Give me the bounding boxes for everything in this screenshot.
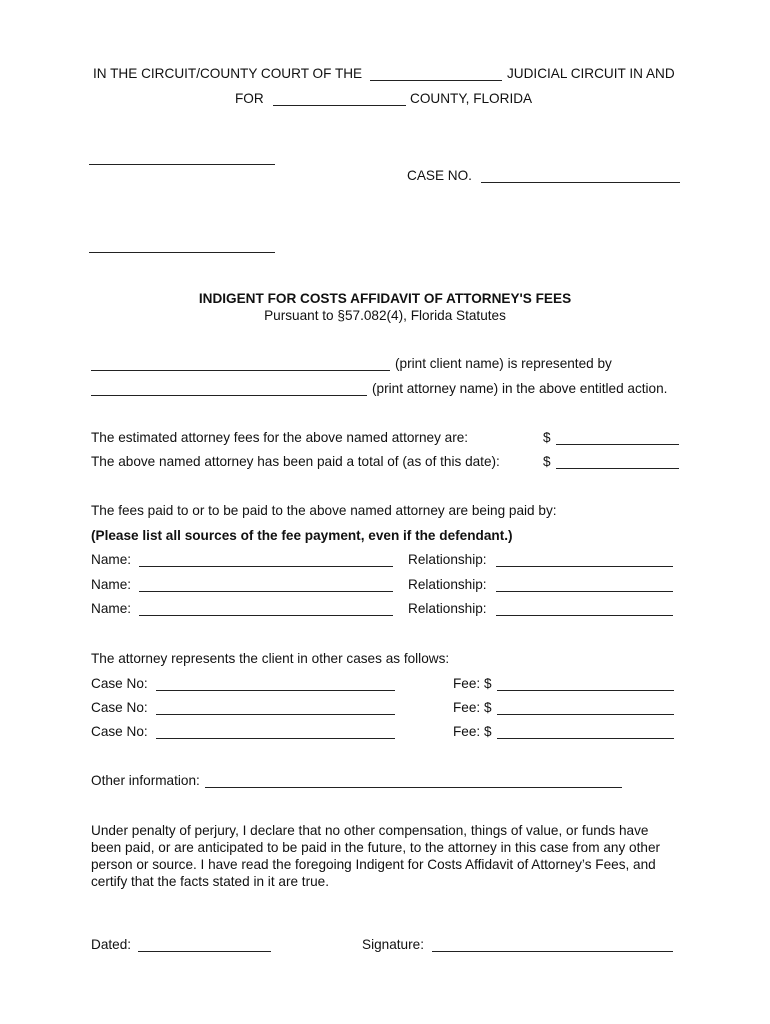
source-relationship-field[interactable]: [496, 566, 673, 567]
perjury-declaration: Under penalty of perjury, I declare that no other compensation, things of value, or funds have been paid, or are anticipated to be paid in the future, to the attorney in this case from any other person or source. I have read the foregoing Indigent for Costs Affidavit of Attorney’s Fees, and certify that the facts stated in it are true.: [91, 823, 661, 889]
court-header-prefix: IN THE CIRCUIT/COUNTY COURT OF THE: [93, 66, 363, 81]
form-subtitle: Pursuant to §57.082(4), Florida Statutes: [264, 308, 506, 323]
case-number-label: CASE NO.: [407, 168, 472, 183]
attorney-name-field[interactable]: [91, 395, 367, 396]
other-info-field[interactable]: [205, 787, 622, 788]
other-case-fee-label: Fee: $: [453, 724, 492, 739]
signature-label: Signature:: [362, 937, 424, 952]
sources-intro: The fees paid to or to be paid to the above named attorney are being paid by:: [91, 503, 557, 518]
other-case-label: Case No:: [91, 700, 148, 715]
other-case-label: Case No:: [91, 724, 148, 739]
source-relationship-field[interactable]: [496, 615, 673, 616]
circuit-number-field[interactable]: [370, 80, 502, 81]
case-number-field[interactable]: [481, 182, 680, 183]
source-relationship-label: Relationship:: [408, 601, 487, 616]
paid-fees-currency: $: [543, 454, 551, 469]
estimated-fees-field[interactable]: [556, 444, 679, 445]
source-name-label: Name:: [91, 577, 132, 592]
other-cases-intro: The attorney represents the client in other cases as follows:: [91, 651, 450, 666]
source-name-field[interactable]: [139, 566, 393, 567]
source-relationship-label: Relationship:: [408, 552, 487, 567]
plaintiff-field[interactable]: [89, 164, 275, 165]
other-case-fee-label: Fee: $: [453, 700, 492, 715]
other-case-fee-field[interactable]: [497, 714, 674, 715]
other-case-field[interactable]: [156, 738, 395, 739]
sources-note: (Please list all sources of the fee payment, even if the defendant.): [91, 528, 513, 543]
client-name-label: (print client name) is represented by: [395, 356, 612, 371]
form-title: INDIGENT FOR COSTS AFFIDAVIT OF ATTORNEY'S FEES: [198, 291, 572, 306]
source-name-field[interactable]: [139, 615, 393, 616]
paid-fees-field[interactable]: [556, 468, 679, 469]
source-name-label: Name:: [91, 601, 132, 616]
source-name-label: Name:: [91, 552, 132, 567]
attorney-name-label: (print attorney name) in the above entitled action.: [372, 381, 668, 396]
defendant-field[interactable]: [89, 252, 275, 253]
source-name-field[interactable]: [139, 591, 393, 592]
other-case-fee-label: Fee: $: [453, 676, 492, 691]
county-name-field[interactable]: [273, 105, 406, 106]
estimated-fees-label: The estimated attorney fees for the above named attorney are:: [91, 430, 469, 445]
paid-fees-label: The above named attorney has been paid a total of (as of this date):: [91, 454, 500, 469]
source-relationship-field[interactable]: [496, 591, 673, 592]
other-case-field[interactable]: [156, 714, 395, 715]
dated-label: Dated:: [91, 937, 132, 952]
estimated-fees-currency: $: [543, 430, 551, 445]
date-field[interactable]: [138, 951, 271, 952]
other-case-field[interactable]: [156, 690, 395, 691]
other-case-label: Case No:: [91, 676, 148, 691]
court-header-suffix: JUDICIAL CIRCUIT IN AND: [507, 66, 675, 81]
source-relationship-label: Relationship:: [408, 577, 487, 592]
signature-field[interactable]: [432, 951, 673, 952]
county-prefix: FOR: [235, 91, 264, 106]
county-suffix: COUNTY, FLORIDA: [410, 91, 533, 106]
client-name-field[interactable]: [91, 370, 390, 371]
other-case-fee-field[interactable]: [497, 738, 674, 739]
other-case-fee-field[interactable]: [497, 690, 674, 691]
other-info-label: Other information:: [91, 773, 200, 788]
